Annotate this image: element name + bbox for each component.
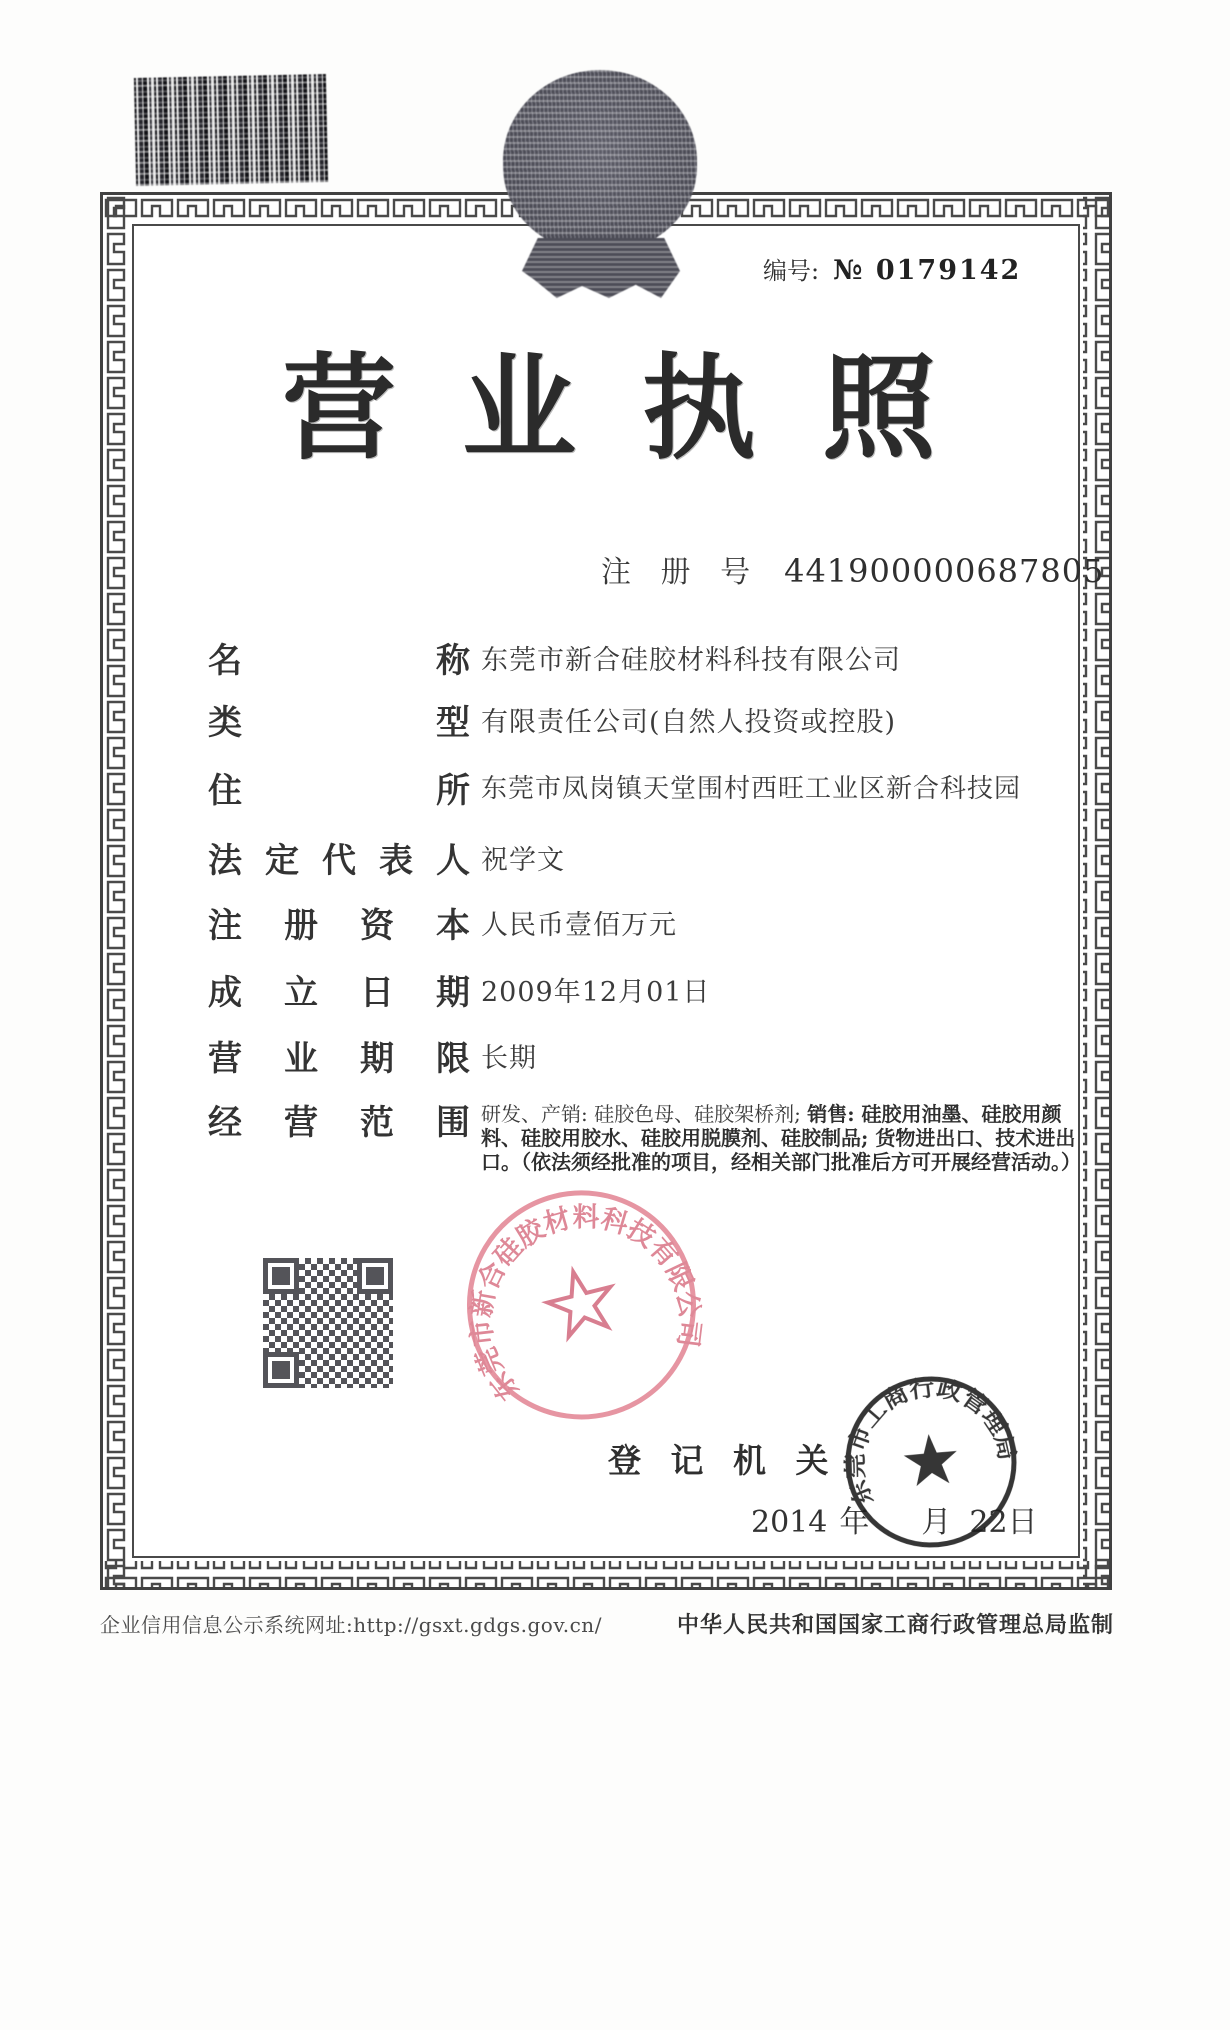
field-value-address: 东莞市凤岗镇天堂围村西旺工业区新合科技园 xyxy=(481,774,1022,804)
qr-finder-icon xyxy=(263,1258,299,1294)
field-row-capital xyxy=(208,898,1088,947)
registry-authority-stamp xyxy=(832,1363,1029,1560)
field-value-legal-rep: 祝学文 xyxy=(481,845,565,876)
field-label-scope: 经 营 范 围 xyxy=(208,1103,470,1143)
black-seal-text: 东莞市工商行政管理局 xyxy=(842,1375,1020,1510)
national-emblem-head xyxy=(503,70,697,252)
red-seal-text: 东莞市新合硅胶材料科技有限公司 xyxy=(465,1202,706,1406)
field-row-name xyxy=(208,633,1088,682)
date-day: 22日 xyxy=(969,1505,1038,1540)
black-seal-star-icon xyxy=(902,1432,959,1487)
qr-finder-icon xyxy=(357,1258,393,1294)
scope-part1: 研发、产销: 硅胶色母、硅胶架桥剂; xyxy=(481,1102,808,1126)
national-emblem-base xyxy=(522,238,680,298)
svg-text:东莞市新合硅胶材料科技有限公司 xyxy=(441,1176,717,1410)
field-row-address xyxy=(208,763,1088,812)
qr-code xyxy=(263,1258,393,1388)
date-year-suffix: 年 xyxy=(839,1505,870,1540)
date-year: 2014 xyxy=(751,1505,828,1540)
date-month-suffix: 月 xyxy=(921,1505,952,1540)
footer xyxy=(100,1608,1114,1639)
decorative-border-frame xyxy=(100,192,1112,1590)
registry-authority-label: 登 记 机 关 xyxy=(608,1441,838,1480)
field-row-establish-date xyxy=(208,965,1088,1014)
serial-number-line xyxy=(763,251,1083,286)
field-label-legal-rep: 法 定 代 表 人 xyxy=(208,841,470,881)
field-value-capital: 人民币壹佰万元 xyxy=(481,910,677,941)
field-row-legal-rep xyxy=(208,833,1088,882)
field-label-type: 类 型 xyxy=(208,703,470,743)
field-label-establish-date: 成 立 日 期 xyxy=(208,973,470,1013)
field-value-type: 有限责任公司(自然人投资或控股) xyxy=(481,707,897,738)
field-label-name: 名 称 xyxy=(208,641,470,681)
field-label-capital: 注 册 资 本 xyxy=(208,906,470,946)
footer-publicity-url: 企业信用信息公示系统网址:http://gsxt.gdgs.gov.cn/ xyxy=(100,1613,602,1637)
footer-issuer: 中华人民共和国国家工商行政管理总局监制 xyxy=(676,1612,1114,1638)
field-label-address: 住 所 xyxy=(208,771,470,811)
registration-number-line xyxy=(601,547,1104,591)
field-value-establish-date: 2009年12月01日 xyxy=(481,977,711,1008)
registration-number: 441900000687805 xyxy=(784,552,1105,590)
scope-part2: 销售: 硅胶用油墨、硅胶用颜料、硅胶用胶水、硅胶用脱膜剂、硅胶制品; 货物进出口、技术进出口。（依法须经批准的项目，经相关部门批准后方可开展经营活动。） xyxy=(481,1102,1081,1174)
field-label-term: 营 业 期 限 xyxy=(208,1039,470,1079)
qr-finder-icon xyxy=(263,1352,299,1388)
field-value-scope xyxy=(481,1095,1079,1174)
field-row-term xyxy=(208,1031,1088,1080)
license-title: 营业执照 xyxy=(281,342,1002,475)
serial-label: 编号: xyxy=(763,257,820,285)
registration-number-label: 注 册 号 xyxy=(601,555,761,590)
national-emblem xyxy=(503,70,699,310)
field-value-term: 长期 xyxy=(481,1043,537,1074)
serial-number: № 0179142 xyxy=(833,255,1022,286)
field-row-type xyxy=(208,695,1088,744)
red-seal-star-icon xyxy=(542,1264,620,1339)
field-value-name: 东莞市新合硅胶材料科技有限公司 xyxy=(481,645,901,676)
barcode xyxy=(134,74,328,186)
